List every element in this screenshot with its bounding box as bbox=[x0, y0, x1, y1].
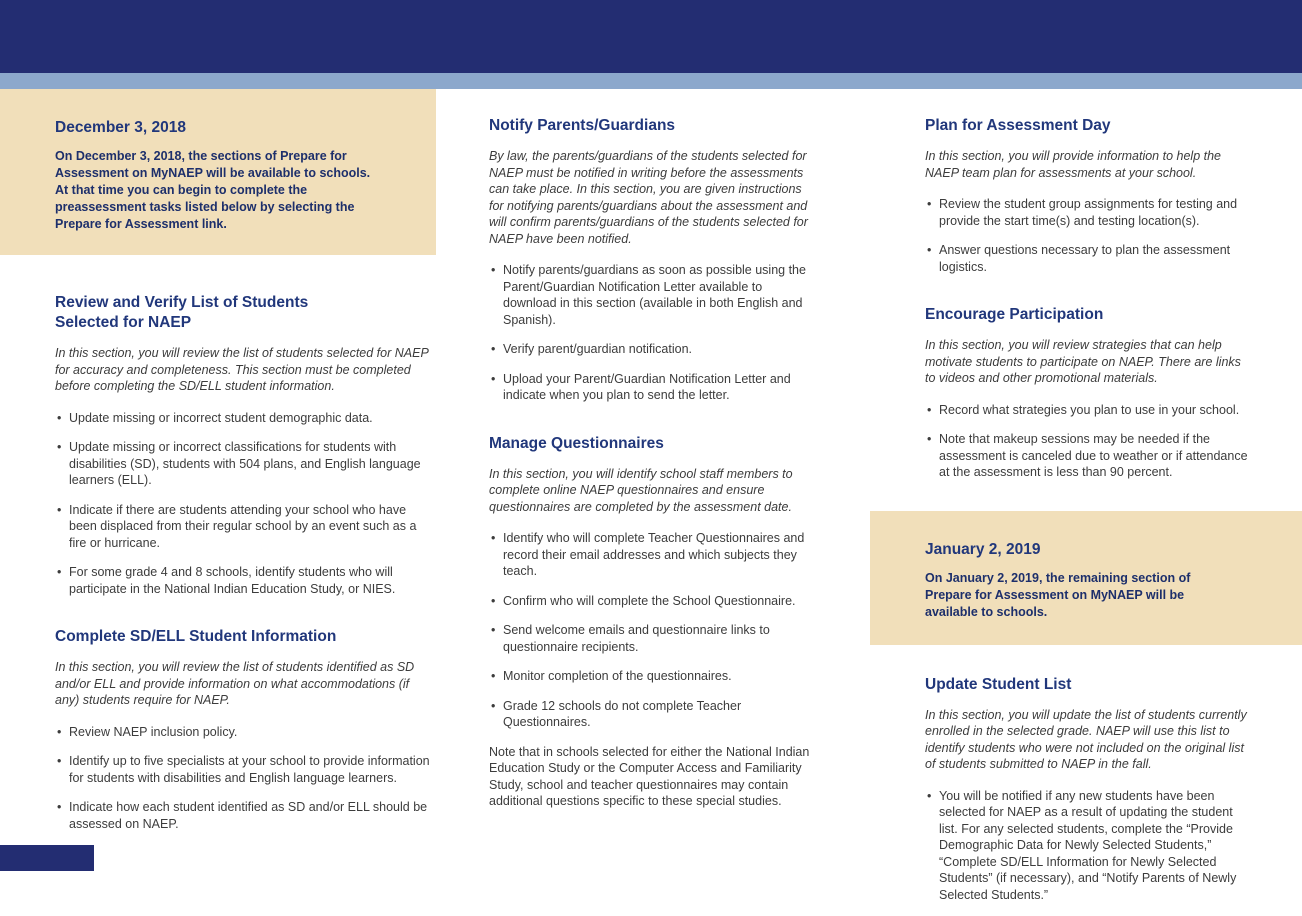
callout-december bbox=[0, 89, 436, 255]
bullet-item: • Send welcome emails and questionnaire links to questionnaire recipients. bbox=[489, 622, 811, 655]
bullet-item: • Confirm who will complete the School Questionnaire. bbox=[489, 593, 811, 610]
callout-january-title: January 2, 2019 bbox=[925, 540, 1041, 558]
bullet-item: • Review the student group assignments for testing and provide the start time(s) and testing location(s). bbox=[925, 196, 1254, 229]
section-encourage-participation-bullets bbox=[925, 402, 1254, 481]
section-manage-questionnaires-bullets bbox=[489, 530, 811, 731]
header-blue-stripe bbox=[0, 73, 1302, 89]
section-encourage-participation bbox=[870, 305, 1302, 481]
section-manage-questionnaires-note: Note that in schools selected for either the National Indian Education Study or the Computer Access and Familiarity Study, school and teacher questionnaires may contain additional questions specific to these special studies. bbox=[489, 744, 810, 809]
callout-december-text: On December 3, 2018, the sections of Prepare for Assessment on MyNAEP will be available to schools. At that time you can begin to complete the preassessment tasks listed below by selecting the Prepare for Assessment link. bbox=[55, 149, 371, 231]
bullet-item: • Monitor completion of the questionnaires. bbox=[489, 668, 811, 685]
section-notify-parents-bullets bbox=[489, 262, 811, 404]
section-plan-assessment-bullets bbox=[925, 196, 1254, 275]
section-review-verify bbox=[0, 293, 436, 597]
section-update-student-list-intro: In this section, you will update the list of students currently enrolled in the selected grade. NAEP will use this list to identify students who were not included on the original list of students submitted to NAEP in the fall. bbox=[925, 707, 1247, 772]
section-encourage-participation-title: Encourage Participation bbox=[925, 306, 1104, 324]
section-review-verify-intro: In this section, you will review the list of students selected for NAEP for accuracy and completeness. This section must be completed before completing the SD/ELL student information. bbox=[55, 346, 429, 394]
section-encourage-participation-intro: In this section, you will review strategies that can help motivate students to participate on NAEP. There are links to videos and other promotional materials. bbox=[925, 338, 1241, 386]
section-update-student-list bbox=[870, 675, 1302, 904]
bullet-item: • Review NAEP inclusion policy. bbox=[55, 724, 430, 741]
bullet-item: • Indicate how each student identified as SD and/or ELL should be assessed on NAEP. bbox=[55, 799, 430, 832]
section-review-verify-bullets bbox=[55, 410, 430, 598]
section-sdell-bullets bbox=[55, 724, 430, 833]
section-manage-questionnaires-intro: In this section, you will identify school staff members to complete online NAEP questionnaires and ensure questionnaires are completed by the assessment date. bbox=[489, 466, 793, 514]
bullet-item: • Answer questions necessary to plan the assessment logistics. bbox=[925, 242, 1254, 275]
section-review-verify-title: Review and Verify List of Students Selected for NAEP bbox=[55, 294, 309, 332]
bullet-item: • Identify who will complete Teacher Questionnaires and record their email addresses and which subjects they teach. bbox=[489, 530, 811, 580]
callout-december-title: December 3, 2018 bbox=[55, 119, 186, 136]
bullet-item: • Upload your Parent/Guardian Notification Letter and indicate when you plan to send the letter. bbox=[489, 371, 811, 404]
section-plan-assessment-intro: In this section, you will provide information to help the NAEP team plan for assessments at your school. bbox=[925, 149, 1221, 180]
bullet-item: • Indicate if there are students attending your school who have been displaced from their regular school by an event such as a fire or hurricane. bbox=[55, 502, 430, 552]
bullet-item: • For some grade 4 and 8 schools, identify students who will participate in the National Indian Education Study, or NIES. bbox=[55, 564, 430, 597]
column-right bbox=[870, 89, 1302, 916]
section-plan-assessment bbox=[870, 116, 1302, 275]
bullet-item: • Notify parents/guardians as soon as possible using the Parent/Guardian Notification Letter available to download in this section (available in both English and Spanish). bbox=[489, 262, 811, 328]
section-manage-questionnaires bbox=[489, 434, 811, 810]
section-sdell bbox=[0, 627, 436, 832]
bullet-item: • Record what strategies you plan to use in your school. bbox=[925, 402, 1254, 419]
bullet-item: • Note that makeup sessions may be needed if the assessment is canceled due to weather or if attendance at the assessment is less than 90 percent. bbox=[925, 431, 1254, 481]
footer-corner-block bbox=[0, 845, 94, 871]
section-notify-parents-intro: By law, the parents/guardians of the students selected for NAEP must be notified in writing before the assessments can take place. In this section, you are given instructions for notifying parents/guardians about the assessment and will confirm parents/guardians of the students selected for NAEP have been notified. bbox=[489, 149, 808, 246]
bullet-item: • Identify up to five specialists at your school to provide information for students with disabilities and English language learners. bbox=[55, 753, 430, 786]
section-manage-questionnaires-title: Manage Questionnaires bbox=[489, 434, 664, 452]
bullet-item: • Update missing or incorrect classifications for students with disabilities (SD), students with 504 plans, and English language learners (ELL). bbox=[55, 439, 430, 489]
bullet-item: • Update missing or incorrect student demographic data. bbox=[55, 410, 430, 427]
header-navy-band bbox=[0, 0, 1302, 73]
section-sdell-intro: In this section, you will review the list of students identified as SD and/or ELL and provide information on what accommodations (if any) students require for NAEP. bbox=[55, 660, 415, 708]
callout-january bbox=[870, 511, 1302, 645]
section-notify-parents bbox=[489, 116, 811, 404]
bullet-item: • Grade 12 schools do not complete Teacher Questionnaires. bbox=[489, 698, 811, 731]
column-left bbox=[0, 89, 436, 845]
bullet-item: • You will be notified if any new students have been selected for NAEP as a result of updating the student list. For any selected students, complete the “Provide Demographic Data for Newly Selected Students,” “Complete SD/ELL Information for Newly Selected Students” (if necessary), and “Notify Parents of Newly Selected Students.” bbox=[925, 788, 1254, 904]
bullet-item: • Verify parent/guardian notification. bbox=[489, 341, 811, 358]
callout-january-text: On January 2, 2019, the remaining section of Prepare for Assessment on MyNAEP will be available to schools. bbox=[925, 570, 1191, 619]
section-sdell-title: Complete SD/ELL Student Information bbox=[55, 628, 337, 646]
column-middle bbox=[489, 89, 811, 810]
section-update-student-list-title: Update Student List bbox=[925, 675, 1072, 693]
section-plan-assessment-title: Plan for Assessment Day bbox=[925, 117, 1111, 134]
section-update-student-list-bullets bbox=[925, 788, 1254, 904]
section-notify-parents-title: Notify Parents/Guardians bbox=[489, 117, 676, 134]
